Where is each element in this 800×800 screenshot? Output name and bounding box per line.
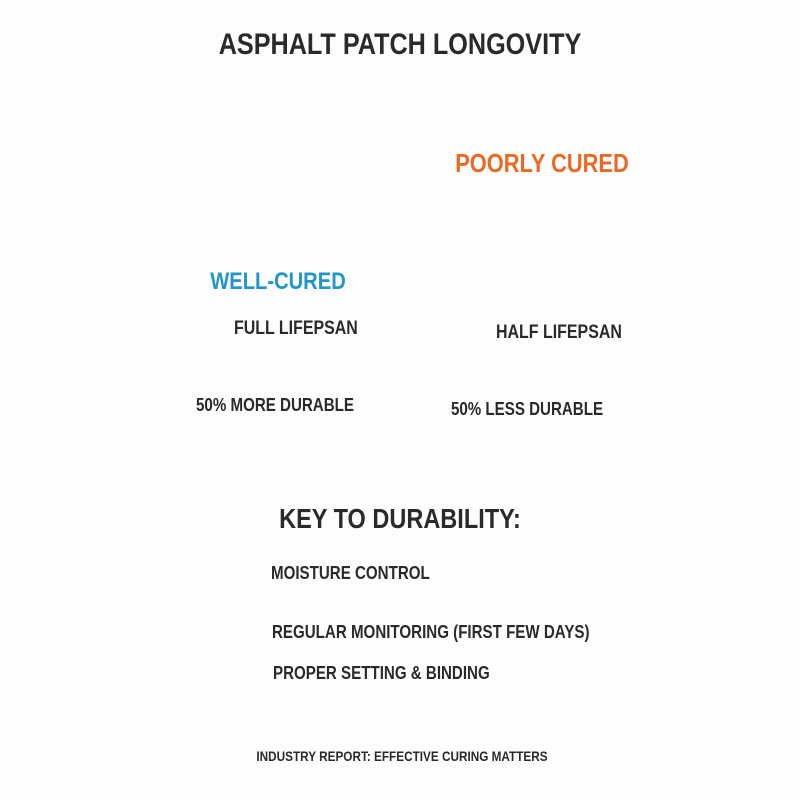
key-item-setting: PROPER SETTING & BINDING	[273, 663, 490, 683]
well-cured-label: WELL-CURED	[210, 268, 346, 295]
key-item-moisture: MOISTURE CONTROL	[271, 563, 430, 583]
footer-note: INDUSTRY REPORT: EFFECTIVE CURING MATTERS	[256, 748, 548, 764]
well-cured-status: FULL LIFEPSAN	[234, 318, 358, 339]
poorly-cured-label: POORLY CURED	[455, 148, 629, 178]
poorly-cured-status: HALF LIFEPSAN	[496, 322, 622, 343]
page-title: ASPHALT PATCH LONGOVITY	[218, 28, 582, 61]
key-item-monitoring: REGULAR MONITORING (FIRST FEW DAYS)	[272, 622, 590, 642]
poorly-cured-durability: 50% LESS DURABLE	[450, 399, 604, 419]
key-heading: KEY TO DURABILITY:	[279, 503, 521, 534]
well-cured-durability: 50% MORE DURABLE	[196, 395, 354, 415]
